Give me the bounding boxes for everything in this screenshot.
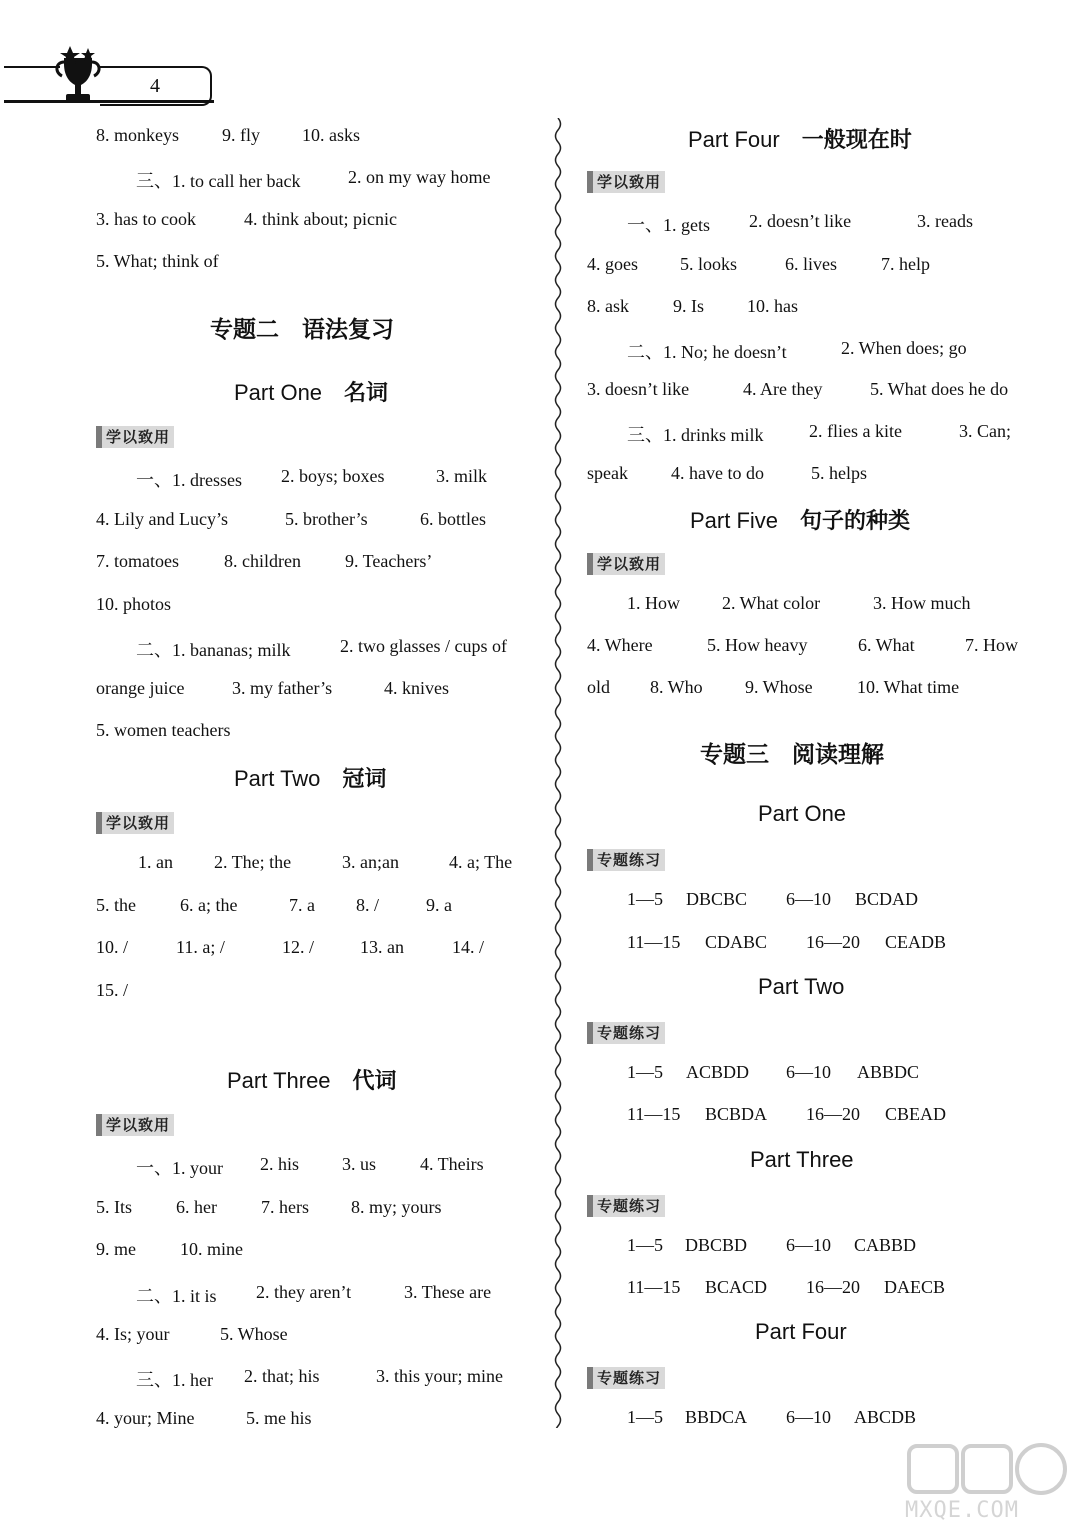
answer-item: 16—20	[806, 1104, 860, 1124]
answer-item: orange juice	[96, 678, 185, 698]
header-rule	[4, 66, 60, 68]
answer-item: 1—5	[627, 889, 663, 909]
answer-item: 10. mine	[180, 1239, 243, 1259]
answer-item: 6. bottles	[420, 509, 486, 529]
answer-item: 3. this your; mine	[376, 1366, 503, 1386]
trophy-icon	[50, 44, 106, 106]
answer-item: 11—15	[627, 1277, 681, 1297]
practice-badge: 学以致用	[96, 1114, 174, 1136]
part-title: Part One	[758, 801, 847, 826]
answer-item: 3. Can;	[959, 421, 1011, 441]
answer-item: 三、1. to call her back	[136, 171, 301, 191]
answer-item: 6—10	[786, 889, 831, 909]
practice-badge: 专题练习	[587, 1367, 665, 1389]
watermark-logo-icon	[905, 1440, 1070, 1500]
answer-item: 3. has to cook	[96, 209, 196, 229]
answer-item: 4. Theirs	[420, 1154, 484, 1174]
answer-item: 11—15	[627, 932, 681, 952]
answer-item: 1. an	[138, 852, 173, 872]
answer-item: 13. an	[360, 937, 404, 957]
answer-item: 5. Its	[96, 1197, 132, 1217]
answer-item: ABCDB	[854, 1407, 917, 1427]
answer-item: 一、1. dresses	[136, 470, 242, 490]
answer-item: old	[587, 677, 611, 697]
answer-item: 2. What color	[722, 593, 821, 613]
part-title: Part Two	[758, 974, 845, 999]
answer-item: 5. Whose	[220, 1324, 288, 1344]
answer-item: 16—20	[806, 932, 860, 952]
answer-item: 9. a	[426, 895, 452, 915]
answer-item: 2. The; the	[214, 852, 292, 872]
answer-item: 14. /	[452, 937, 485, 957]
answer-item: 6—10	[786, 1235, 831, 1255]
watermark	[905, 1440, 1070, 1530]
practice-badge: 学以致用	[96, 812, 174, 834]
answer-item: DBCBD	[685, 1235, 748, 1255]
practice-badge: 专题练习	[587, 1022, 665, 1044]
column-divider	[552, 118, 564, 1428]
answer-item: 2. they aren’t	[256, 1282, 352, 1302]
answer-item: 1—5	[627, 1407, 663, 1427]
answer-item: 3. my father’s	[232, 678, 333, 698]
answer-item: 4. Where	[587, 635, 653, 655]
answer-item: 3. How much	[873, 593, 971, 613]
answer-item: 6. a; the	[180, 895, 238, 915]
part-title: Part One 名词	[234, 380, 389, 406]
answer-item: 5. looks	[680, 254, 738, 274]
answer-item: 一、1. your	[136, 1158, 223, 1178]
answer-item: 3. doesn’t like	[587, 379, 690, 399]
answer-item: 4. Lily and Lucy’s	[96, 509, 228, 529]
answer-item: 4. Is; your	[96, 1324, 170, 1344]
part-title: Part Two 冠词	[234, 766, 387, 792]
answer-item: 8. children	[224, 551, 301, 571]
answer-item: 3. us	[342, 1154, 377, 1174]
part-title: Part Four	[755, 1319, 847, 1344]
answer-item: 4. think about; picnic	[244, 209, 397, 229]
answer-item: 8. /	[356, 895, 380, 915]
answer-item: 2. his	[260, 1154, 300, 1174]
answer-item: 2. flies a kite	[809, 421, 902, 441]
answer-item: 3. These are	[404, 1282, 492, 1302]
answer-item: 二、1. it is	[136, 1286, 217, 1306]
practice-badge: 专题练习	[587, 1195, 665, 1217]
answer-item: 2. When does; go	[841, 338, 967, 358]
part-title: Part Three	[750, 1147, 854, 1172]
answer-item: CEADB	[885, 932, 947, 952]
answer-item: 3. an;an	[342, 852, 399, 872]
answer-item: 5. What does he do	[870, 379, 1009, 399]
answer-item: 7. How	[965, 635, 1018, 655]
answer-item: 7. hers	[261, 1197, 309, 1217]
part-title: Part Three 代词	[227, 1068, 397, 1094]
practice-badge: 专题练习	[587, 849, 665, 871]
answer-item: 7. help	[881, 254, 930, 274]
answer-item: 5. me his	[246, 1408, 312, 1428]
answer-item: 4. have to do	[671, 463, 764, 483]
answer-item: 1—5	[627, 1062, 663, 1082]
answer-item: ABBDC	[857, 1062, 920, 1082]
answer-item: 10. What time	[857, 677, 960, 697]
answer-item: 9. fly	[222, 125, 260, 145]
answer-item: 10. /	[96, 937, 129, 957]
answer-item: 8. ask	[587, 296, 629, 316]
answer-item: BBDCA	[685, 1407, 748, 1427]
answer-item: 4. knives	[384, 678, 449, 698]
answer-item: 7. tomatoes	[96, 551, 179, 571]
watermark-text: MXQE.COM	[905, 1498, 1019, 1523]
answer-item: 8. my; yours	[351, 1197, 442, 1217]
answer-item: 1. How	[627, 593, 680, 613]
practice-badge: 学以致用	[96, 426, 174, 448]
answer-item: 8. monkeys	[96, 125, 179, 145]
answer-item: 3. reads	[917, 211, 973, 231]
answer-item: 7. a	[289, 895, 315, 915]
answer-item: DAECB	[884, 1277, 946, 1297]
answer-item: 二、1. No; he doesn’t	[627, 342, 787, 362]
page-number: 4	[100, 66, 212, 106]
answer-item: 5. How heavy	[707, 635, 808, 655]
answer-item: BCBDA	[705, 1104, 768, 1124]
answer-item: 11—15	[627, 1104, 681, 1124]
practice-badge: 学以致用	[587, 171, 665, 193]
answer-item: 2. boys; boxes	[281, 466, 385, 486]
answer-item: 10. asks	[302, 125, 360, 145]
answer-item: BCACD	[705, 1277, 768, 1297]
answer-item: 4. goes	[587, 254, 638, 274]
answer-item: 4. a; The	[449, 852, 513, 872]
answer-item: 9. me	[96, 1239, 136, 1259]
answer-item: CBEAD	[885, 1104, 947, 1124]
answer-item: 5. the	[96, 895, 136, 915]
answer-item: CDABC	[705, 932, 768, 952]
answer-item: CABBD	[854, 1235, 917, 1255]
part-title: Part Five 句子的种类	[690, 508, 911, 534]
answer-item: 1—5	[627, 1235, 663, 1255]
answer-item: DBCBC	[686, 889, 748, 909]
answer-item: 三、1. drinks milk	[627, 425, 764, 445]
answer-item: 2. on my way home	[348, 167, 491, 187]
answer-item: 三、1. her	[136, 1370, 213, 1390]
answer-item: 10. has	[747, 296, 798, 316]
section-title: 专题三 阅读理解	[700, 742, 884, 768]
answer-item: 5. What; think of	[96, 251, 219, 271]
answer-item: 6. her	[176, 1197, 217, 1217]
answer-item: 5. brother’s	[285, 509, 368, 529]
practice-badge: 学以致用	[587, 553, 665, 575]
answer-item: 2. two glasses / cups of	[340, 636, 507, 656]
answer-item: 6. What	[858, 635, 915, 655]
answer-item: 4. Are they	[743, 379, 823, 399]
answer-item: 6. lives	[785, 254, 837, 274]
answer-item: 10. photos	[96, 594, 172, 614]
answer-item: 5. women teachers	[96, 720, 231, 740]
answer-item: 2. doesn’t like	[749, 211, 852, 231]
answer-item: 6—10	[786, 1407, 831, 1427]
answer-item: 9. Whose	[745, 677, 813, 697]
answer-item: ACBDD	[686, 1062, 750, 1082]
answer-item: 5. helps	[811, 463, 867, 483]
answer-item: 9. Is	[673, 296, 704, 316]
answer-item: 6—10	[786, 1062, 831, 1082]
answer-item: 15. /	[96, 980, 129, 1000]
answer-item: speak	[587, 463, 628, 483]
answer-item: 11. a; /	[176, 937, 225, 957]
answer-item: 二、1. bananas; milk	[136, 640, 291, 660]
section-title: 专题二 语法复习	[210, 317, 394, 343]
answer-item: 9. Teachers’	[345, 551, 433, 571]
answer-item: 3. milk	[436, 466, 488, 486]
part-title: Part Four 一般现在时	[688, 127, 912, 153]
answer-item: 一、1. gets	[627, 215, 710, 235]
answer-item: 4. your; Mine	[96, 1408, 195, 1428]
answer-item: 16—20	[806, 1277, 860, 1297]
answer-item: 12. /	[282, 937, 315, 957]
answer-item: 8. Who	[650, 677, 703, 697]
answer-item: 2. that; his	[244, 1366, 320, 1386]
answer-item: BCDAD	[855, 889, 919, 909]
